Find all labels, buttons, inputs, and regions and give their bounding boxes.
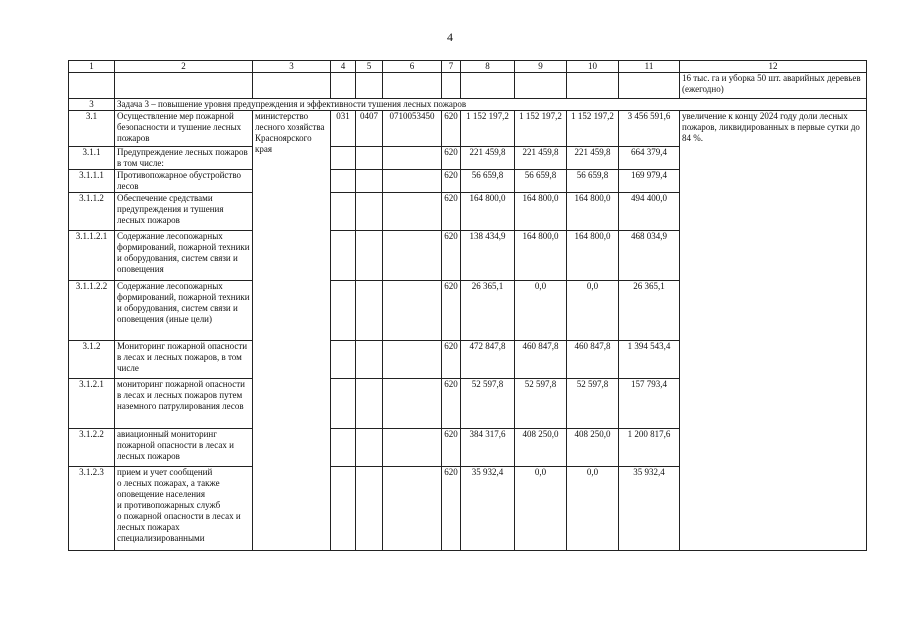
header-cell: 4 <box>331 61 356 73</box>
amount-2024: 0,0 <box>567 467 619 551</box>
header-cell: 10 <box>567 61 619 73</box>
kbk-rzpr <box>356 341 383 379</box>
row-number: 3.1.1 <box>69 147 115 170</box>
amount-2022: 56 659,8 <box>461 170 515 193</box>
amount-2023: 408 250,0 <box>515 429 567 467</box>
kbk-vr: 620 <box>442 467 461 551</box>
kbk-csr <box>383 281 442 341</box>
amount-2024: 164 800,0 <box>567 193 619 231</box>
amount-2024: 56 659,8 <box>567 170 619 193</box>
amount-total: 664 379,4 <box>619 147 680 170</box>
header-cell: 9 <box>515 61 567 73</box>
kbk-grbs <box>331 429 356 467</box>
amount-2023: 164 800,0 <box>515 193 567 231</box>
amount-2024: 52 597,8 <box>567 379 619 429</box>
row-number: 3.1.1.2.2 <box>69 281 115 341</box>
kbk-csr <box>383 467 442 551</box>
task-row <box>69 99 867 111</box>
kbk-rzpr <box>356 193 383 231</box>
amount-2024: 0,0 <box>567 281 619 341</box>
amount-2023: 1 152 197,2 <box>515 111 567 147</box>
kbk-vr: 620 <box>442 341 461 379</box>
row-name: авиационный мониторинг пожарной опасности в лесах и лесных пожаров <box>115 429 253 467</box>
kbk-csr <box>383 193 442 231</box>
kbk-csr <box>383 379 442 429</box>
amount-2022: 1 152 197,2 <box>461 111 515 147</box>
amount-total: 157 793,4 <box>619 379 680 429</box>
kbk-csr <box>383 231 442 281</box>
responsible-cell: министерство лесного хозяйства Красноярского края <box>253 111 331 551</box>
kbk-csr: 0710053450 <box>383 111 442 147</box>
header-cell: 3 <box>253 61 331 73</box>
row-name: Содержание лесопожарных формирований, пожарной техники и оборудования, систем связи и оповещения (иные цели) <box>115 281 253 341</box>
amount-2023: 56 659,8 <box>515 170 567 193</box>
amount-total: 468 034,9 <box>619 231 680 281</box>
amount-2022: 221 459,8 <box>461 147 515 170</box>
row-name: Содержание лесопожарных формирований, пожарной техники и оборудования, систем связи и оповещения <box>115 231 253 281</box>
kbk-rzpr <box>356 170 383 193</box>
row-number: 3.1.1.2 <box>69 193 115 231</box>
kbk-grbs: 031 <box>331 111 356 147</box>
amount-2022: 384 317,6 <box>461 429 515 467</box>
kbk-rzpr <box>356 467 383 551</box>
amount-total: 1 394 543,4 <box>619 341 680 379</box>
kbk-grbs <box>331 379 356 429</box>
kbk-grbs <box>331 193 356 231</box>
header-cell: 8 <box>461 61 515 73</box>
amount-total: 1 200 817,6 <box>619 429 680 467</box>
amount-2023: 460 847,8 <box>515 341 567 379</box>
row-name: Осуществление мер пожарной безопасности и тушение лесных пожаров <box>115 111 253 147</box>
row-number: 3.1.1.2.1 <box>69 231 115 281</box>
result-cell: увеличение к концу 2024 году доли лесных пожаров, ликвидированных в первые сутки до 84 %. <box>680 111 867 551</box>
amount-2022: 138 434,9 <box>461 231 515 281</box>
amount-2022: 164 800,0 <box>461 193 515 231</box>
page-number: 4 <box>447 30 453 44</box>
row-number: 3.1.2.3 <box>69 467 115 551</box>
row-number: 3.1 <box>69 111 115 147</box>
amount-total: 26 365,1 <box>619 281 680 341</box>
header-cell: 6 <box>383 61 442 73</box>
kbk-grbs <box>331 170 356 193</box>
amount-2024: 460 847,8 <box>567 341 619 379</box>
kbk-csr <box>383 147 442 170</box>
header-cell: 11 <box>619 61 680 73</box>
kbk-grbs <box>331 231 356 281</box>
amount-total: 35 932,4 <box>619 467 680 551</box>
header-cell: 7 <box>442 61 461 73</box>
amount-2024: 221 459,8 <box>567 147 619 170</box>
row-name: мониторинг пожарной опасности в лесах и лесных пожаров путем наземного патрулирования лесов <box>115 379 253 429</box>
program-table <box>68 60 867 551</box>
row-name: Предупреждение лесных пожаров в том числе: <box>115 147 253 170</box>
row-number: 3.1.1.1 <box>69 170 115 193</box>
table-row <box>69 111 867 147</box>
kbk-vr: 620 <box>442 193 461 231</box>
kbk-rzpr <box>356 379 383 429</box>
amount-2023: 164 800,0 <box>515 231 567 281</box>
amount-total: 169 979,4 <box>619 170 680 193</box>
kbk-csr <box>383 170 442 193</box>
kbk-grbs <box>331 281 356 341</box>
kbk-rzpr <box>356 281 383 341</box>
header-cell: 5 <box>356 61 383 73</box>
kbk-vr: 620 <box>442 170 461 193</box>
amount-2024: 408 250,0 <box>567 429 619 467</box>
amount-2023: 221 459,8 <box>515 147 567 170</box>
amount-2023: 52 597,8 <box>515 379 567 429</box>
amount-2022: 35 932,4 <box>461 467 515 551</box>
row-name: прием и учет сообщений о лесных пожарах, а также оповещение населения и противопожарных служб о пожарной опасности в лесах и лесных пожарах специализированными <box>115 467 253 551</box>
header-cell: 2 <box>115 61 253 73</box>
task-number: 3 <box>69 99 115 111</box>
kbk-vr: 620 <box>442 281 461 341</box>
kbk-csr <box>383 429 442 467</box>
kbk-vr: 620 <box>442 429 461 467</box>
kbk-rzpr: 0407 <box>356 111 383 147</box>
amount-2022: 26 365,1 <box>461 281 515 341</box>
amount-2024: 1 152 197,2 <box>567 111 619 147</box>
row-name: Мониторинг пожарной опасности в лесах и лесных пожаров, в том числе <box>115 341 253 379</box>
header-row <box>69 61 867 73</box>
row-number: 3.1.2.2 <box>69 429 115 467</box>
kbk-rzpr <box>356 231 383 281</box>
kbk-vr: 620 <box>442 231 461 281</box>
row-name: Противопожарное обустройство лесов <box>115 170 253 193</box>
amount-2022: 52 597,8 <box>461 379 515 429</box>
row-name: Обеспечение средствами предупреждения и тушения лесных пожаров <box>115 193 253 231</box>
kbk-grbs <box>331 467 356 551</box>
kbk-vr: 620 <box>442 147 461 170</box>
task-title: Задача 3 – повышение уровня предупреждения и эффективности тушения лесных пожаров <box>115 99 867 111</box>
header-cell: 12 <box>680 61 867 73</box>
kbk-rzpr <box>356 147 383 170</box>
amount-2024: 164 800,0 <box>567 231 619 281</box>
amount-2022: 472 847,8 <box>461 341 515 379</box>
header-cell: 1 <box>69 61 115 73</box>
kbk-rzpr <box>356 429 383 467</box>
continuation-text: 16 тыс. га и уборка 50 шт. аварийных деревьев (ежегодно) <box>680 73 867 99</box>
row-number: 3.1.2.1 <box>69 379 115 429</box>
kbk-grbs <box>331 147 356 170</box>
amount-total: 3 456 591,6 <box>619 111 680 147</box>
kbk-grbs <box>331 341 356 379</box>
amount-2023: 0,0 <box>515 281 567 341</box>
kbk-csr <box>383 341 442 379</box>
kbk-vr: 620 <box>442 111 461 147</box>
row-number: 3.1.2 <box>69 341 115 379</box>
amount-2023: 0,0 <box>515 467 567 551</box>
amount-total: 494 400,0 <box>619 193 680 231</box>
kbk-vr: 620 <box>442 379 461 429</box>
continuation-row <box>69 73 867 99</box>
